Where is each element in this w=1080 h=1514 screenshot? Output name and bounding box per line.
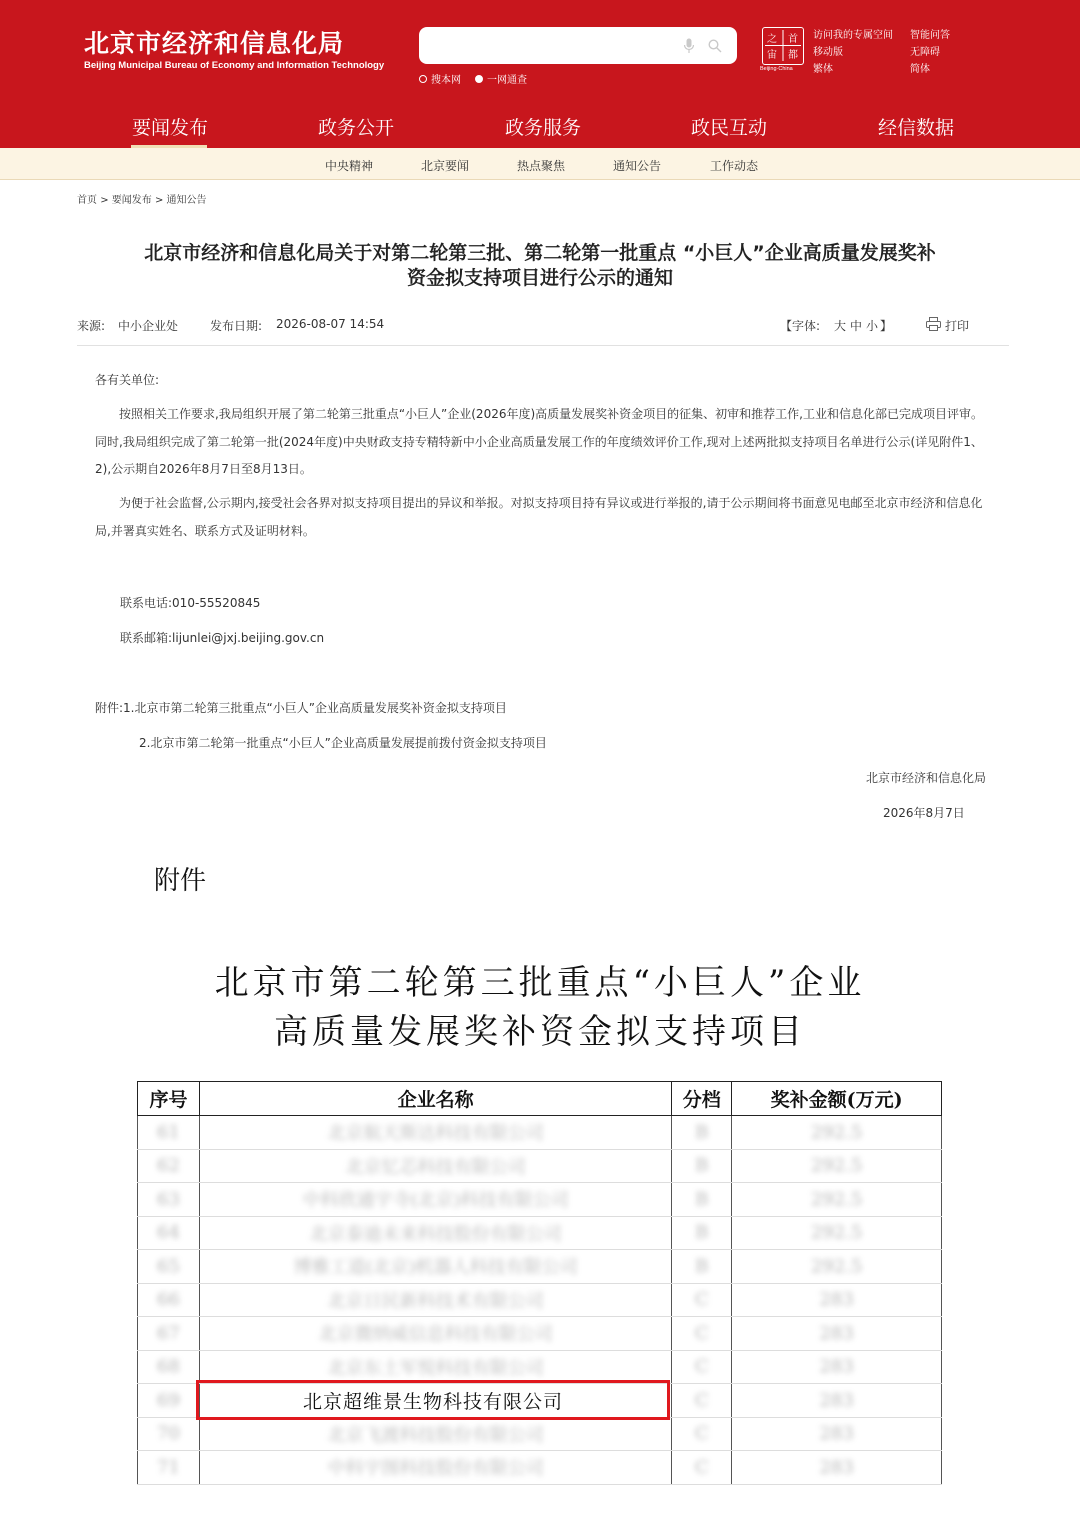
nav-news-release[interactable]: 要闻发布 <box>132 117 209 139</box>
cell-tier: B <box>672 1216 732 1250</box>
cell-tier: B <box>672 1149 732 1183</box>
attachment-link-1[interactable]: 附件:1.北京市第二轮第三批重点“小巨人”企业高质量发展奖补资金拟支持项目 <box>95 701 507 715</box>
cell-company: 北京泰迪未来科技股份有限公司 <box>199 1216 671 1250</box>
site-title-en: Beijing Municipal Bureau of Economy and Information Technology <box>84 60 385 71</box>
cell-no: 70 <box>138 1417 200 1451</box>
cell-tier: B <box>672 1116 732 1150</box>
traditional-chinese-link[interactable]: 繁体 <box>813 64 833 75</box>
accessibility-link[interactable]: 无障碍 <box>910 47 940 58</box>
cell-no: 69 <box>138 1384 200 1418</box>
table-row <box>138 1283 942 1317</box>
font-size-small[interactable]: 小 <box>866 319 879 333</box>
table-row <box>138 1250 942 1284</box>
smart-qa-link[interactable]: 智能问答 <box>910 30 950 41</box>
radio-unselected-icon <box>419 75 427 83</box>
article-title: 北京市经济和信息化局关于对第二轮第三批、第二轮第一批重点 “小巨人”企业高质量发展奖补 资金拟支持项目进行公示的通知 <box>144 242 936 289</box>
table-row <box>138 1417 942 1451</box>
svg-text:首: 首 <box>788 34 798 45</box>
cell-amount: 292.5 <box>732 1183 942 1217</box>
table-row <box>138 1216 942 1250</box>
seal-caption: Beijing·China <box>760 66 793 72</box>
cell-no: 61 <box>138 1116 200 1150</box>
contact-email: 联系邮箱:lijunlei@jxj.beijing.gov.cn <box>120 631 325 645</box>
cell-amount: 283 <box>732 1417 942 1451</box>
table-header-row <box>138 1082 942 1116</box>
col-header-amount: 奖补金额(万元) <box>732 1082 942 1116</box>
subnav-central-spirit[interactable]: 中央精神 <box>325 159 374 173</box>
source-value: 中小企业处 <box>118 319 179 333</box>
search-icon[interactable] <box>708 39 722 53</box>
cell-company: 北京日民新科技术有限公司 <box>199 1283 671 1317</box>
capital-seal-logo[interactable] <box>762 27 804 65</box>
breadcrumb-news[interactable]: 要闻发布 <box>111 195 152 206</box>
cell-amount: 283 <box>732 1350 942 1384</box>
salutation: 各有关单位: <box>95 373 160 387</box>
attachment-table <box>137 1081 942 1485</box>
print-button[interactable]: 打印 <box>945 319 970 333</box>
mobile-version-link[interactable]: 移动版 <box>813 47 843 58</box>
divider <box>77 345 1009 346</box>
cell-company: 北京东土军悦科技有限公司 <box>199 1350 671 1384</box>
source-label: 来源: <box>77 319 106 333</box>
cell-company: 中科宇图科技股份有限公司 <box>199 1451 671 1485</box>
attachment-link-2[interactable]: 2.北京市第二轮第一批重点“小巨人”企业高质量发展提前拨付资金拟支持项目 <box>139 736 547 750</box>
cell-amount: 292.5 <box>732 1216 942 1250</box>
cell-company: 中科欣通宇寺(北京)科技有限公司 <box>199 1183 671 1217</box>
table-row <box>138 1183 942 1217</box>
nav-government-services[interactable]: 政务服务 <box>505 117 582 139</box>
cell-tier: C <box>672 1451 732 1485</box>
nav-data[interactable]: 经信数据 <box>878 117 955 139</box>
cell-tier: C <box>672 1283 732 1317</box>
highlighted-company-name: 北京超维景生物科技有限公司 <box>196 1380 670 1420</box>
col-header-tier: 分档 <box>672 1082 732 1116</box>
seal-icon <box>763 28 803 63</box>
font-size-label: 【字体: <box>780 319 821 333</box>
cell-company: 北京微纳威信息科技有限公司 <box>199 1317 671 1351</box>
attachment-title-line2: 高质量发展奖补资金拟支持项目 <box>274 1012 806 1052</box>
col-header-no: 序号 <box>138 1082 200 1116</box>
contact-phone: 联系电话:010-55520845 <box>120 596 261 610</box>
date-label: 发布日期: <box>210 319 263 333</box>
cell-company: 博雅工道(北京)机器人科技有限公司 <box>199 1250 671 1284</box>
cell-tier: C <box>672 1350 732 1384</box>
microphone-icon[interactable] <box>683 38 695 54</box>
body-paragraph-2: 为便于社会监督,公示期内,接受社会各界对拟支持项目提出的异议和举报。对拟支持项目持有异议或进行举报的,请于公示期间将书面意见电邮至北京市经济和信息化局,并署真实姓名、联系方式及证明材料。 <box>95 496 983 538</box>
simplified-chinese-link[interactable]: 简体 <box>910 64 930 75</box>
cell-tier: C <box>672 1417 732 1451</box>
nav-government-affairs[interactable]: 政务公开 <box>318 117 395 139</box>
svg-text:之: 之 <box>767 34 777 45</box>
cell-no: 68 <box>138 1350 200 1384</box>
cell-amount: 292.5 <box>732 1250 942 1284</box>
attachment-title-line1: 北京市第二轮第三批重点“小巨人”企业 <box>214 963 866 1003</box>
subnav-beijing-news[interactable]: 北京要闻 <box>421 159 470 173</box>
attachment-label: 附件 <box>154 866 207 896</box>
table-row <box>138 1149 942 1183</box>
signature: 北京市经济和信息化局 <box>866 771 987 785</box>
my-space-link[interactable]: 访问我的专属空间 <box>813 30 893 41</box>
cell-amount: 283 <box>732 1317 942 1351</box>
cell-amount: 283 <box>732 1384 942 1418</box>
cell-amount: 283 <box>732 1283 942 1317</box>
svg-text:都: 都 <box>788 50 798 61</box>
publish-date: 2026-08-07 14:54 <box>276 317 385 331</box>
table-row <box>138 1350 942 1384</box>
cell-tier: B <box>672 1183 732 1217</box>
subnav-work-updates[interactable]: 工作动态 <box>710 159 759 173</box>
cell-amount: 292.5 <box>732 1149 942 1183</box>
table-row <box>138 1116 942 1150</box>
body-paragraph-1: 按照相关工作要求,我局组织开展了第二轮第三批重点“小巨人”企业(2026年度)高质量发展奖补资金项目的征集、初审和推荐工作,工业和信息化部已完成项目评审。同时,我局组织完成了第二轮第一批(2024年度)中央财政支持专精特新中小企业高质量发展工作的年度绩效评价工作,现对上述两批拟支持项目名单进行公示(详见附件1、2),公示期自2026年8月7日至8月13日。 <box>95 407 983 476</box>
subnav-notices[interactable]: 通知公告 <box>613 159 662 173</box>
radio-selected-icon <box>475 75 483 83</box>
search-option-site[interactable]: 搜本网 <box>419 71 461 86</box>
cell-tier: C <box>672 1384 732 1418</box>
table-row <box>138 1451 942 1485</box>
printer-icon[interactable] <box>926 317 941 331</box>
cell-amount: 292.5 <box>732 1116 942 1150</box>
cell-company: 北京航天斯达科技有限公司 <box>199 1116 671 1150</box>
table-row <box>138 1317 942 1351</box>
signature-date: 2026年8月7日 <box>883 806 965 820</box>
cell-tier: C <box>672 1317 732 1351</box>
cell-no: 62 <box>138 1149 200 1183</box>
font-size-medium[interactable]: 中 <box>850 319 863 333</box>
cell-company: 北京忆芯科技有限公司 <box>199 1149 671 1183</box>
cell-company: 北京飞渡科技股份有限公司 <box>199 1417 671 1451</box>
search-option-all[interactable]: 一网通查 <box>475 71 527 86</box>
breadcrumb: 首页 > 要闻发布 > 通知公告 <box>77 195 207 206</box>
nav-interaction[interactable]: 政民互动 <box>691 117 768 139</box>
cell-amount: 283 <box>732 1451 942 1485</box>
font-size-large[interactable]: 大 <box>834 319 847 333</box>
breadcrumb-notices[interactable]: 通知公告 <box>166 195 207 206</box>
cell-no: 66 <box>138 1283 200 1317</box>
cell-tier: B <box>672 1250 732 1284</box>
svg-text:宙: 宙 <box>767 50 777 61</box>
cell-no: 64 <box>138 1216 200 1250</box>
subnav-hot-topics[interactable]: 热点聚焦 <box>517 159 566 173</box>
col-header-company: 企业名称 <box>199 1082 671 1116</box>
site-title[interactable]: 北京市经济和信息化局 <box>84 29 345 58</box>
breadcrumb-home[interactable]: 首页 <box>77 195 97 206</box>
cell-no: 65 <box>138 1250 200 1284</box>
cell-no: 71 <box>138 1451 200 1485</box>
font-size-bracket: 】 <box>880 319 893 333</box>
cell-no: 67 <box>138 1317 200 1351</box>
cell-no: 63 <box>138 1183 200 1217</box>
